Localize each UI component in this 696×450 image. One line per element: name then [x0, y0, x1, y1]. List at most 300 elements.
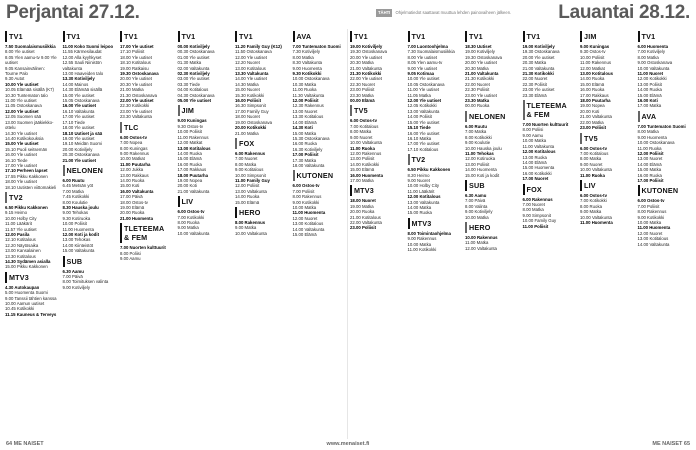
channel-block: [178, 31, 232, 103]
program-entry: 23.00 Yle uutiset: [120, 108, 152, 114]
channel-block: [638, 31, 692, 109]
program-entry: 6.50 Pikku Kakkonen: [5, 204, 48, 210]
program-entry: 11.00 Huomenta: [580, 219, 613, 225]
program-entry: 6.00 Ostos-tv: [350, 118, 377, 124]
program-entry: 16.00 Poliisit: [235, 98, 262, 104]
channel-heading: NELONEN: [465, 111, 519, 122]
channel-block: [638, 111, 692, 183]
channel-block: [523, 100, 577, 181]
program-entry: 21.00 Valtakunta: [177, 188, 210, 194]
program-entry: 12.00 Poliisit: [292, 98, 319, 104]
channel-block: [465, 111, 519, 178]
listing-column: [61, 29, 119, 439]
program-entry: 03.00 Yle uutiset: [177, 76, 210, 82]
program-entry: 20.00 Yle uutiset: [522, 54, 555, 60]
program-entry: 13.00 Suomen jääkiekko-ottelu: [5, 119, 54, 131]
program-entry: 15.00 Ruoka: [407, 210, 432, 216]
program-entry: 16.30 Simpsonit: [235, 103, 266, 109]
program-entry: 16.10 Matka: [407, 135, 432, 141]
program-entry: 21.00 Valtakunta: [465, 71, 499, 77]
program-entry: 8.00 Kotikokki: [465, 134, 492, 140]
listing-column: [233, 29, 291, 439]
program-entry: 18.10 Uutisten viittomakieli: [5, 184, 57, 190]
program-entry: 10.00 Valtakunta: [580, 167, 612, 173]
channel-block: [235, 207, 289, 236]
channel-heading: TV1: [638, 31, 692, 42]
program-entry: 04.30 Ostoskanava: [177, 92, 215, 98]
program-entry: 16.00 Koti: [637, 98, 658, 104]
program-entry: 8.00 Matka: [637, 129, 659, 135]
program-entry: 13.00 Rakkaus: [120, 172, 149, 178]
program-entry: 16.00 Ruoka: [637, 172, 662, 178]
channel-block: [523, 184, 577, 229]
program-entry: 15.00 Koti ja kodit: [465, 172, 500, 178]
program-entry: 10.00 Aamun uutiset: [5, 301, 45, 307]
program-entry: 05.00 Yle uutiset: [177, 98, 212, 104]
program-entry: 7.00 Nuorten kulttuurit: [522, 122, 569, 128]
program-entry: 6.30 Aamu: [465, 192, 487, 198]
program-entry: 12.00 Nuoret: [292, 215, 318, 221]
program-entry: 9.00 Matka: [580, 209, 602, 215]
program-entry: 10.45 Kotikokki: [5, 306, 35, 312]
program-entry: 17.00 Poliisit: [637, 177, 664, 183]
program-entry: 6.00 Huomenta: [637, 44, 669, 49]
program-entry: 7.00 Nuorten kulttuurit: [120, 245, 166, 251]
program-entry: 16.00 Valtakunta: [120, 188, 154, 194]
program-entry: 23.30 Matka: [350, 92, 374, 98]
program-entry: 8.00 Matka: [637, 54, 659, 60]
channel-block: [580, 180, 634, 225]
program-entry: 11.00 Lääkärit: [407, 188, 435, 194]
program-entry: 16.00 Ruoka: [177, 161, 202, 167]
program-entry: 22.00 Nuoret: [465, 81, 490, 87]
program-entry: 18.00 Yle uutiset: [62, 125, 95, 131]
channel-block: [120, 223, 174, 261]
program-entry: 19.30 Ostoskanava: [522, 49, 560, 55]
program-entry: 7.00 Nuoret: [235, 156, 258, 162]
program-entry: 9.30 Kotiruoka: [62, 215, 91, 221]
program-entry: 11.00 Huomenta: [292, 210, 326, 216]
program-entry: 17.00 Family Guy: [235, 108, 269, 114]
program-entry: 20.30 Matka: [350, 60, 374, 66]
program-entry: 13.00 Poliisit: [465, 161, 490, 167]
program-entry: 14.00 Poliisit: [407, 114, 432, 120]
program-entry: 22.00 Matka: [580, 119, 604, 125]
channel-heading: SUB: [63, 256, 117, 267]
program-entry: 9.00 Rakennus: [407, 236, 437, 242]
channel-heading: TV5: [350, 105, 404, 116]
program-entry: 21.00 Yle uutiset: [62, 157, 97, 163]
program-entry: 13.30 Kotitalous: [5, 253, 36, 259]
program-entry: 9.00 Kotikokki: [637, 214, 665, 220]
program-entry: 20.30 Ostoskanava: [62, 152, 100, 158]
program-entry: 20.30 Matka: [465, 65, 489, 71]
program-entry: 12.00 Yle uutiset: [407, 98, 442, 104]
program-entry: 17.00 Yle uutiset: [62, 114, 95, 120]
program-entry: 11.00 Koko Suomi leipoo: [62, 44, 114, 49]
program-entry: 9.00 Tanssii tähtien kanssa: [5, 295, 57, 301]
program-entry: 19.00 Nopea: [177, 177, 203, 183]
program-entry: 9.00 Tehokas: [62, 210, 88, 216]
program-entry: 16.00 Yle uutiset: [5, 152, 37, 158]
program-entry: 12.00 Kotiruoka: [465, 156, 496, 162]
program-entry: 14.00 Ruoka: [235, 194, 260, 200]
program-entry: 20.00 Yle uutiset: [120, 76, 152, 82]
program-entry: 11.00 Huomenta: [637, 225, 671, 231]
program-entry: 11.55 Kärmesilaudat: [62, 49, 102, 55]
program-entry: 10.00 Simpsonit: [235, 172, 266, 178]
program-entry: 22.00 Yle uutiset: [350, 76, 382, 82]
program-entry: 19.00 Kotiviljely: [350, 44, 383, 49]
program-entry: 15.00 Yle uutiset: [407, 119, 440, 125]
program-entry: 13.00 Valtakunta: [235, 188, 267, 194]
program-entry: 15.00 Elämä: [580, 81, 605, 87]
program-entry: 7.00 Tuntematon Suomi: [292, 44, 341, 49]
program-entry: 11.15 Kauneus & Terveys: [5, 311, 57, 317]
page-number-right: ME NAISET 65: [652, 441, 690, 447]
channel-heading: AVA: [638, 111, 692, 122]
program-entry: 15.00 Elämä: [292, 232, 317, 237]
program-entry: 11.00 Yle uutiset: [5, 98, 37, 104]
channel-block: [235, 31, 289, 136]
channel-block: [63, 165, 117, 254]
channel-block: [408, 218, 462, 253]
channel-block: [465, 180, 519, 220]
program-entry: 10.30 Matka: [292, 81, 317, 87]
program-entry: 6.00 Rakennus: [522, 196, 553, 202]
program-entry: 10.00 Matka: [637, 219, 662, 225]
program-entry: 7.00 Kotikokki: [177, 214, 205, 220]
program-entry: 12.00 Kotitalous: [407, 194, 441, 200]
program-entry: 6.00 Ruutu: [465, 123, 487, 129]
program-entry: 13.30 Valtakunta: [235, 71, 269, 77]
program-entry: 14.30 Koti: [292, 125, 313, 131]
program-entry: 11.30 Valtakunta: [292, 92, 325, 98]
listing-column: [406, 29, 464, 439]
program-entry: 7.00 Nopea: [120, 140, 143, 146]
notice-text: Ohjelmatiedot saattavat muuttua lehden painovaiheen jälkeen.: [395, 10, 512, 15]
channel-heading: TV1: [178, 31, 232, 42]
program-entry: 15.05 Ostoskanava: [62, 98, 100, 104]
program-entry: 11.57 Yle uutiset: [5, 226, 37, 232]
program-entry: 8.30 Hauska joulu: [62, 204, 99, 210]
program-entry: 15.30 Kotikokki: [235, 92, 265, 98]
program-entry: 22.30 Poliisit: [522, 81, 547, 87]
channel-heading: NELONEN: [63, 165, 117, 176]
program-entry: 11.00 Ruoka: [580, 172, 605, 178]
program-entry: 23.00 Poliisit: [580, 125, 607, 131]
channel-heading: TV2: [5, 192, 59, 203]
listing-column: [176, 29, 234, 439]
program-entry: 6.00 Ostos-tv: [292, 183, 320, 189]
program-entry: 14.00 Ruoka: [580, 76, 605, 82]
program-entry: 9.00 Huomenta: [292, 65, 322, 71]
program-entry: 7.00 Kotiviljely: [637, 49, 665, 55]
program-entry: 16.00 Yle uutiset: [62, 103, 97, 109]
channel-block: [523, 31, 577, 98]
program-entry: 19.00 Kotiviljely: [522, 44, 555, 49]
program-entry: 18.00 Nuoret: [350, 198, 376, 204]
program-entry: 22.30 Nuoret: [350, 81, 375, 87]
program-entry: 14.00 Ruoka: [637, 87, 662, 93]
program-entry: 12.00 Kotitalous: [522, 149, 556, 155]
channel-heading: TLETEEMA & FEM: [120, 223, 174, 243]
program-entry: 10.00 Matka: [465, 214, 489, 220]
program-entry: 10.00 Hauska joulu: [465, 145, 502, 151]
program-entry: 10.00 Family Guy: [522, 218, 557, 224]
program-entry: 8.00 Matka: [292, 54, 314, 60]
program-entry: 10.00 Holby City: [407, 183, 440, 189]
program-entry: 15.00 Huomenta: [522, 165, 555, 171]
program-entry: 14.00 Yle uutiset: [235, 76, 267, 82]
program-entry: 14.00 Kiinteistöt: [62, 242, 94, 248]
program-entry: 9.00 Kuningas: [580, 44, 610, 49]
program-entry: 7.00 Kotitalous: [350, 123, 379, 129]
program-entry: 16.10 Tiede: [5, 157, 28, 163]
program-entry: 11.00 Rakennus: [177, 134, 209, 140]
program-entry: 8.00 Ruoka: [177, 219, 200, 225]
program-entry: 10.00 Valtakunta: [350, 140, 382, 146]
program-entry: 8.20 Heimo: [407, 172, 430, 178]
program-entry: 00.00 Kotiviljely: [177, 44, 210, 49]
channel-heading: MTV3: [5, 272, 59, 283]
program-entry: 12.20 Nuoret: [235, 60, 260, 66]
program-entry: 21.00 Valtakunta: [522, 65, 555, 71]
program-entry: 12.00 Yle uutiset: [235, 54, 267, 60]
program-entry: 7.00 Kotitalous: [580, 150, 609, 156]
program-entry: 10.00 Ostoskanava: [637, 140, 675, 146]
program-entry: 14.00 Elämä: [292, 119, 317, 125]
program-entry: 10.00 Valtakunta: [177, 230, 210, 236]
channel-heading: MTV3: [350, 185, 404, 196]
program-entry: 8.00 Matka: [580, 156, 602, 162]
program-entry: 12.00 Kotikokki: [637, 76, 667, 82]
program-entry: 14.40 Kotikokouksia: [5, 135, 44, 141]
program-entry: 10.05 Ostoskanava: [407, 81, 445, 87]
program-entry: 6.00 Ostos-tv: [580, 192, 607, 198]
program-entry: 7.00 Kotikokki: [580, 198, 607, 204]
program-entry: 16.10 Valtakunta: [62, 108, 95, 114]
program-entry: 8.00 Yle uutiset: [407, 54, 438, 60]
program-entry: 7.50 Suomalaismusiikkia: [5, 44, 56, 49]
program-entry: 11.00 Ruoka: [292, 87, 317, 93]
program-entry: 18.10 Uutiset ja sää: [62, 130, 103, 136]
channel-heading: JIM: [178, 105, 232, 116]
program-entry: 8.00 Koulutie: [62, 199, 88, 205]
channel-block: [350, 105, 404, 183]
program-entry: 13.00 Kotitalous: [235, 65, 266, 71]
program-entry: 6.00 Ostos-tv: [120, 134, 147, 140]
channel-block: [120, 31, 174, 120]
program-entry: 13.00 Valtakunta: [407, 108, 440, 114]
program-entry: 6.50 Pikku Kakkonen: [407, 167, 451, 173]
program-entry: 12.20 Näytösaika: [5, 242, 39, 248]
program-entry: 18.00 Yle uutiset: [5, 179, 37, 185]
channel-block: [120, 122, 174, 222]
program-entry: 18.00 Valtakunta: [292, 162, 325, 168]
program-entry: 14.00 Ruoka: [177, 150, 202, 156]
program-entry: 10.00 Valtakunta: [637, 65, 670, 71]
program-entry: 21.00 Huomenta: [120, 215, 153, 221]
program-entry: 11.00 Poliisit: [522, 223, 549, 229]
program-entry: 13.00 Kotitalous: [637, 236, 669, 242]
program-entry: 15.30 Ostoskanava: [292, 135, 330, 141]
program-entry: 23.30 Matka: [465, 98, 490, 104]
program-entry: 8.00 Rakennus: [292, 194, 322, 200]
channel-heading: TV1: [235, 31, 289, 42]
program-entry: 8.00 Yle uutiset: [5, 49, 35, 55]
program-entry: 9.00 Kotikokki: [292, 199, 320, 205]
channel-block: [580, 31, 634, 131]
program-entry: 18.00 Puutarha: [580, 98, 611, 104]
program-entry: 10.00 Yle uutiset: [407, 76, 440, 82]
program-entry: 8.05 Ylen aamu-tv: [407, 60, 443, 66]
program-entry: 16.30 Kotiviljely: [292, 146, 323, 152]
program-entry: 15.00 Matka: [292, 130, 317, 136]
program-entry: 18.10 Kotitalous: [120, 60, 151, 66]
program-entry: 8.05 Ylen aamu-tv 9.00 Yle uutiset: [5, 54, 57, 66]
program-entry: 15.00 Elämä: [235, 199, 260, 205]
program-entry: 17.55 Pikku Kakkonen: [5, 173, 48, 179]
program-entry: 10.30 Tuntematon talo: [5, 92, 48, 98]
program-entry: 21.30 Kotikokki: [350, 71, 382, 77]
program-entry: 12.00 Rakennus: [350, 150, 382, 156]
program-entry: 10.00 Rakennus: [465, 234, 498, 240]
program-entry: 17.10 Tiede: [62, 119, 85, 125]
program-entry: 13.00 Poliisit: [350, 156, 375, 162]
channel-heading: TV1: [63, 31, 117, 42]
program-entry: 23.30 Elämä: [522, 92, 547, 98]
program-entry: 13.30 Kotiviljely: [62, 76, 95, 82]
program-entry: 11.20 Family Guy (K12): [235, 44, 282, 49]
program-entry: 11.50 Ostoskanava: [235, 49, 272, 55]
program-entry: 12.00 Koti ja kodit: [62, 232, 100, 237]
program-entry: 9.00 Nuoret: [580, 161, 603, 167]
channel-block: [465, 222, 519, 251]
program-entry: 9.00 Nuoret: [350, 134, 373, 140]
program-entry: 15.00 Nuoret: [235, 87, 260, 93]
channel-block: [293, 31, 347, 168]
program-entry: 17.00 Matka: [350, 177, 374, 183]
channel-heading: KUTONEN: [638, 185, 692, 196]
page-title-left: Perjantai 27.12.: [6, 2, 140, 23]
program-entry: 20.30 Yle uutiset: [120, 81, 152, 87]
program-entry: 19.10 Meidän Suomi: [62, 141, 102, 147]
program-entry: 12.00 Poliisit: [637, 150, 664, 156]
listing-columns: [3, 29, 693, 439]
program-entry: 11.00 Huomenta: [62, 226, 94, 232]
program-entry: 10.00 Matka: [292, 204, 317, 210]
program-entry: 16.00 Huomenta: [350, 172, 383, 178]
program-entry: 21.00 Matka: [235, 130, 259, 136]
channel-heading: MTV3: [408, 218, 462, 229]
program-entry: 14.30 Elämää sisällä: [62, 87, 103, 93]
program-entry: 12.00 Nuoret: [637, 230, 663, 236]
program-entry: 7.00 Poliisit: [292, 188, 315, 194]
program-entry: 8.00 Kuningas: [120, 145, 148, 151]
program-entry: 17.00 Yle uutiset: [5, 162, 37, 168]
program-entry: 14.00 Ruoka: [120, 177, 145, 183]
channel-block: [63, 256, 117, 291]
program-entry: 8.30 Valtakunta: [292, 60, 323, 66]
channel-heading: LIV: [178, 196, 232, 207]
program-entry: 14.00 Mainos: [62, 81, 89, 87]
program-entry: 15.00 Elämä: [637, 92, 662, 98]
program-entry: 14.00 Valtakunta: [292, 226, 325, 232]
program-entry: 13.00 Poliisit: [637, 81, 662, 87]
program-entry: 10.05 Elämää sisällä (K7): [5, 87, 54, 93]
program-entry: 9.00 Kotiviljely: [465, 209, 493, 215]
program-entry: 8.00 Poliisi: [522, 127, 544, 133]
program-entry: 01.00 Yle uutiset: [177, 54, 210, 60]
program-entry: 17.00 Matka: [637, 103, 662, 109]
program-entry: 02.00 Valtakunta: [177, 65, 210, 71]
program-entry: 00.00 Elämä: [350, 98, 375, 104]
program-entry: 11.00 Valtakunta: [522, 143, 555, 149]
program-entry: 11.00 Puutarha: [120, 161, 151, 167]
program-entry: 13.30 Kotitalous: [292, 114, 324, 120]
program-entry: 6.30 Aamu: [62, 268, 84, 274]
program-entry: 9.30 Ostos-tv: [177, 123, 204, 129]
channel-heading: TLC: [120, 122, 174, 133]
program-entry: 17.00 Rakkaus: [580, 92, 609, 98]
program-entry: 13.00 Kotitalous: [177, 145, 211, 151]
program-entry: 20.00 Ruoka: [350, 209, 375, 215]
program-entry: 12.00 Yle uutiset: [5, 108, 39, 114]
program-entry: 15.00 Elämä: [350, 167, 375, 173]
program-entry: 8.00 Poliisi: [120, 250, 141, 256]
program-entry: 6.00 Ostos-tv: [177, 209, 205, 215]
program-entry: 19.00 Yle uutiset: [62, 135, 95, 141]
listing-column: [3, 29, 61, 439]
program-entry: 12.00 Pasila: [5, 232, 30, 237]
program-entry: 13.00 Ruoka: [522, 154, 547, 160]
channel-block: [465, 31, 519, 109]
program-entry: 11.05 Matka: [407, 92, 431, 98]
program-entry: 23.00 Poliisit: [350, 225, 377, 231]
program-entry: 17.00 Rakkaus: [177, 167, 207, 173]
program-entry: 14.00 Matka: [407, 204, 432, 210]
program-entry: 15.00 Matka: [637, 167, 662, 173]
program-entry: 12.00 Alla kyyhkyset: [62, 54, 102, 60]
program-entry: 12.05 Kotikokki: [407, 103, 437, 109]
program-entry: 19.30 Ostoskanava: [120, 71, 159, 77]
channel-block: [408, 154, 462, 216]
program-entry: 10.00 Matka: [522, 138, 547, 144]
program-entry: 10.00 Matkat: [120, 156, 145, 162]
listing-column: [118, 29, 176, 439]
header-notice: [376, 9, 586, 17]
program-entry: 11.00 Matka: [465, 240, 489, 246]
website-url: www.menaiset.fi: [326, 441, 370, 447]
notice-tag: TÄHTI: [378, 10, 391, 15]
program-entry: 19.00 Ratkaisu: [120, 65, 149, 71]
program-entry: 19.30 Ostoskanava: [465, 54, 503, 60]
program-entry: 21.30 Kotikokki: [465, 76, 495, 82]
program-entry: 10.00 Poliisit: [580, 54, 605, 60]
program-entry: 9.00 Aamu: [120, 256, 141, 261]
program-entry: 17.00 Poliisit: [292, 152, 319, 158]
program-entry: 20.00 Yle uutiset: [465, 60, 497, 66]
program-entry: 13.00 Kansalainen: [5, 248, 41, 254]
program-entry: 9.00 Rakennus: [120, 150, 149, 156]
listing-column: [291, 29, 349, 439]
program-entry: 11.00 Kotikokki: [407, 247, 437, 252]
channel-block: [178, 196, 232, 236]
program-entry: 7.30 Suomalaismusiikkia: [407, 49, 455, 55]
program-entry: 9.00 Kuningas: [177, 118, 207, 124]
program-entry: 10.00 Holby City: [5, 215, 37, 221]
